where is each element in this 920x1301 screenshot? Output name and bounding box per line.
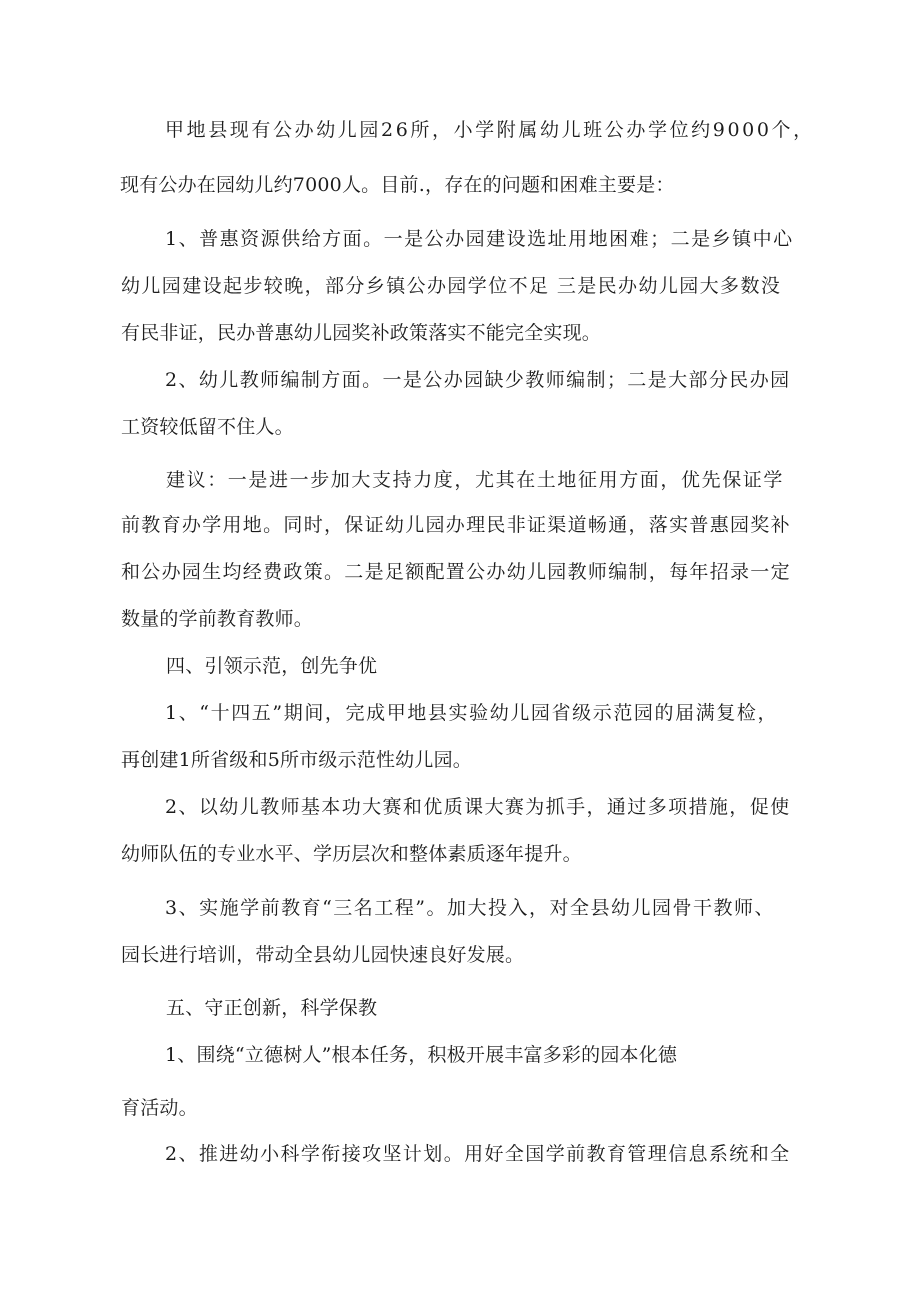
line-12: 四、引领示范，创先争优 — [166, 655, 378, 677]
line-05: 有民非证，民办普惠幼儿园奖补政策落实不能完全实现。 — [121, 322, 602, 344]
line-09: 前教育办学用地。同时，保证幼儿园办理民非证渠道畅通，落实普惠园奖补 — [121, 514, 791, 536]
line-11: 数量的学前教育教师。 — [121, 608, 314, 630]
line-04: 幼儿园建设起步较晚，部分乡镇公办园学位不足 三是民办幼儿园大多数没 — [121, 275, 782, 297]
line-17: 3、实施学前教育“三名工程”。加大投入，对全县幼儿园骨干教师、 — [165, 897, 776, 919]
line-03: 1、普惠资源供给方面。一是公办园建设选址用地困难；二是乡镇中心 — [165, 228, 794, 250]
line-22: 2、推进幼小科学衔接攻坚计划。用好全国学前教育管理信息系统和全 — [165, 1143, 791, 1165]
line-01: 甲地县现有公办幼儿园26所，小学附属幼儿班公办学位约9000个， — [165, 119, 815, 141]
line-14: 再创建1所省级和5所市级示范性幼儿园。 — [121, 749, 472, 771]
line-07: 工资较低留不住人。 — [121, 416, 294, 438]
line-02: 现有公办在园幼儿约7000人。目前.，存在的问题和困难主要是： — [120, 174, 675, 196]
line-10: 和公办园生均经费政策。二是足额配置公办幼儿园教师编制，每年招录一定 — [121, 561, 791, 583]
line-19: 五、守正创新，科学保教 — [166, 997, 378, 1019]
line-15: 2、以幼儿教师基本功大赛和优质课大赛为抓手，通过多项措施，促使 — [165, 796, 791, 818]
line-16: 幼师队伍的专业水平、学历层次和整体素质逐年提升。 — [121, 843, 582, 865]
line-08: 建议：一是进一步加大支持力度，尤其在土地征用方面，优先保证学 — [166, 469, 785, 491]
line-18: 园长进行培训，带动全县幼儿园快速良好发展。 — [121, 944, 525, 966]
line-06: 2、幼儿教师编制方面。一是公办园缺少教师编制；二是大部分民办园 — [165, 369, 791, 391]
line-13: 1、“十四五”期间，完成甲地县实验幼儿园省级示范园的届满复检， — [165, 702, 779, 724]
line-20: 1、围绕“立德树人”根本任务，积极开展丰富多彩的园本化德 — [165, 1044, 678, 1066]
line-21: 育活动。 — [121, 1097, 198, 1119]
